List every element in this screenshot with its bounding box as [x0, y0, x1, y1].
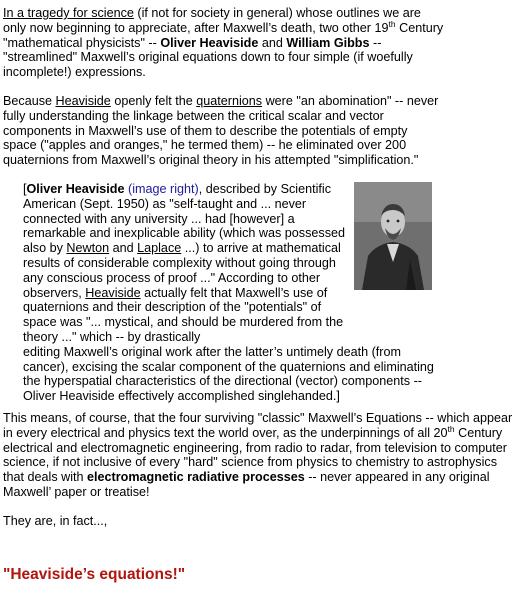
paragraph-quaternions [3, 94, 444, 168]
link-image-right[interactable]: (image right) [128, 181, 199, 196]
quat-text-3: were "an abomination" -- never fully understanding the linkage between the critical scalar and vector components in Maxwell’s use of them to describe the potentials of empty space ("apples and oranges," he termed them) -- he eliminated over 200 quaternions from Maxwell’s original theory in his attempted "simplification." [3, 93, 439, 168]
quote-open-bracket: [ [23, 181, 27, 196]
paragraph-intro [3, 6, 444, 80]
quote-text-4: actually felt that Maxwell’s use of quaternions and their description of the "potentials" of space was "... mystical, and should be murdered from the theory ..." which -- by drastically [23, 285, 344, 344]
link-laplace[interactable]: Laplace [137, 241, 182, 256]
maxwell-line-5 [3, 470, 490, 485]
maxwell-line-2a: in every electrical and physics text the world over, as the underpinnings of all 20 [3, 425, 448, 440]
maxwell-line-1: This means, of course, that the four surviving "classic" Maxwell’s Equations -- which appear [3, 410, 512, 425]
quote-text-2: and [109, 241, 138, 256]
portrait-photo-icon [354, 182, 432, 290]
quat-text-1: Because [3, 93, 56, 108]
section-heading: "Heaviside’s equations!" [3, 565, 186, 583]
cut-off-next-line [3, 598, 444, 604]
maxwell-line-5a: that deals with [3, 470, 88, 485]
quote-text [23, 182, 353, 345]
maxwell-superscript-th: th [447, 423, 455, 434]
intro-text-2: Century "mathematical physicists" -- [3, 20, 444, 50]
intro-superscript-th: th [388, 18, 396, 29]
name-william-gibbs: William Gibbs [286, 35, 370, 50]
quote-name-heaviside: Oliver Heaviside [26, 181, 125, 196]
quat-text-2: openly felt the [110, 93, 197, 108]
paragraph-they-are: They are, in fact..., [3, 513, 108, 528]
link-newton[interactable]: Newton [66, 241, 110, 256]
quote-tail-text: editing Maxwell’s original work after the latter’s untimely death (from cancer), excising the scalar component of the quaternions and eliminating the hyperspatial characteristics of the directional (vector) components -- Oliver Heaviside effectively accomplished singlehanded.] [23, 344, 434, 404]
maxwell-line-5-bold: electromagnetic radiative processes [87, 470, 305, 485]
maxwell-line-3: electrical and electromagnetic engineering, from radio to radar, from television to computer [3, 440, 508, 455]
link-quaternions[interactable]: quaternions [196, 93, 263, 108]
blockquote-heaviside [23, 182, 443, 404]
name-oliver-heaviside: Oliver Heaviside [160, 35, 259, 50]
maxwell-line-2 [3, 423, 503, 441]
quote-text-1: , described by Scientific American (Sept. 1950) as "self-taught and ... never connected with any university ... had [however] a remarkable and inexplicable ability (which was possessed also by [23, 181, 346, 256]
quote-text-3: ...) to arrive at mathematical results of considerable complexity without going through any conscious process of proof ..." According to other observers, [23, 241, 341, 300]
link-tragedy-for-science[interactable]: In a tragedy for science [3, 6, 134, 20]
link-heaviside[interactable]: Heaviside [55, 93, 111, 108]
paragraph-maxwell-equations [3, 410, 512, 500]
heaviside-portrait-image[interactable] [354, 182, 432, 290]
intro-text-3: and [258, 35, 287, 50]
article-page [3, 6, 512, 604]
maxwell-line-5c: -- never appeared in any original [304, 470, 490, 485]
maxwell-line-2b: Century [454, 425, 503, 440]
maxwell-line-4: science, if not inclusive of every "hard" science from physics to chemistry to astrophysics [3, 455, 497, 470]
intro-text-4: -- "streamlined" Maxwell’s original equations down to four simple (if woefully incomplete!) expressions. [3, 35, 413, 80]
link-heaviside-quote[interactable]: Heaviside [85, 285, 141, 300]
maxwell-line-6: Maxwell’ paper or treatise! [3, 484, 150, 499]
intro-text-1: (if not for society in general) whose outlines we are only now beginning to appreciate, after Maxwell’s death, two other 19 [3, 6, 421, 35]
